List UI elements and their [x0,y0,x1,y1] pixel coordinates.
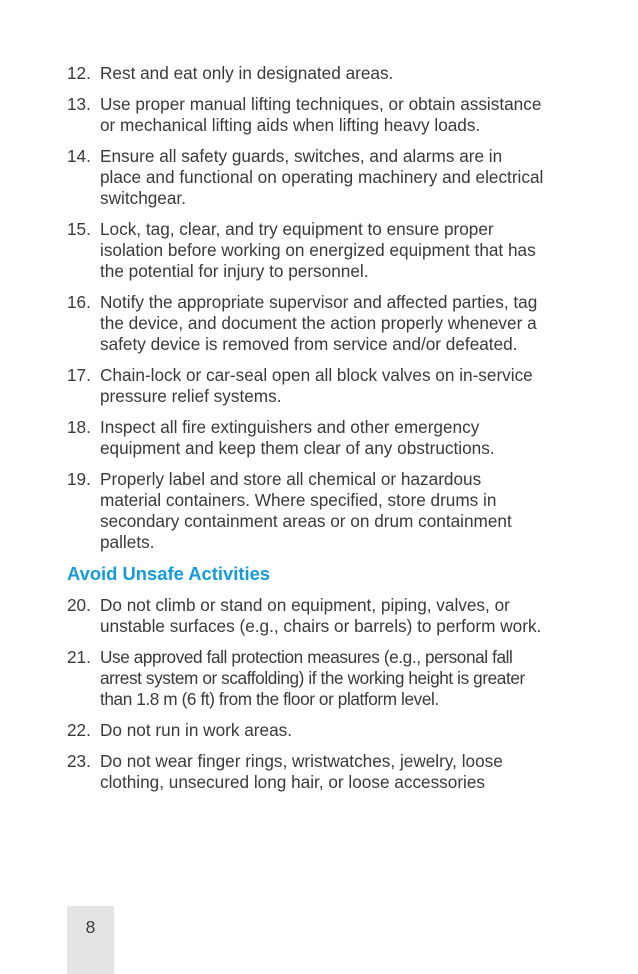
item-text: Notify the appropriate supervisor and affected parties, tag the device, and document the action properly whenever a safety device is removed from service and/or defeated. [100,292,538,354]
list-item [67,647,547,710]
item-text: Lock, tag, clear, and try equipment to ensure proper isolation before working on energized equipment that has the potential for injury to personnel. [100,219,536,281]
list-item [67,63,547,84]
page-number: 8 [85,917,96,937]
item-text: Inspect all fire extinguishers and other emergency equipment and keep them clear of any obstructions. [100,417,495,458]
list-item [67,751,547,793]
list-item [67,146,547,209]
item-text: Do not climb or stand on equipment, piping, valves, or unstable surfaces (e.g., chairs or barrels) to perform work. [100,595,542,636]
item-number: 21. [67,647,91,667]
list-item [67,219,547,282]
item-text: Chain-lock or car-seal open all block valves on in-service pressure relief systems. [100,365,533,406]
item-number: 20. [67,595,91,615]
item-text: Use approved fall protection measures (e.g., personal fall arrest system or scaffolding) if the working height is greater than 1.8 m (6 ft) from the floor or platform level. [100,647,525,709]
item-number: 19. [67,469,91,489]
item-number: 16. [67,292,91,312]
item-number: 23. [67,751,91,771]
item-number: 15. [67,219,91,239]
section-heading: Avoid Unsafe Activities [67,563,271,584]
rule-list [67,63,547,553]
item-number: 12. [67,63,91,83]
page-content [67,63,547,803]
list-item [67,595,547,637]
item-number: 17. [67,365,91,385]
item-text: Do not wear finger rings, wristwatches, jewelry, loose clothing, unsecured long hair, or loose accessories [100,751,503,792]
item-text: Properly label and store all chemical or hazardous material containers. Where specified, store drums in secondary containment areas or on drum containment pallets. [100,469,512,552]
list-item [67,292,547,355]
item-text: Use proper manual lifting techniques, or obtain assistance or mechanical lifting aids when lifting heavy loads. [100,94,542,135]
item-number: 13. [67,94,91,114]
item-number: 18. [67,417,91,437]
list-item [67,417,547,459]
item-text: Do not run in work areas. [100,720,293,740]
list-item [67,94,547,136]
list-item [67,365,547,407]
list-item [67,720,547,741]
item-number: 22. [67,720,91,740]
item-text: Ensure all safety guards, switches, and alarms are in place and functional on operating machinery and electrical switchgear. [100,146,544,208]
page-number-tab [67,906,114,974]
item-text: Rest and eat only in designated areas. [100,63,394,83]
item-number: 14. [67,146,91,166]
rule-list [67,595,547,793]
list-item [67,469,547,553]
